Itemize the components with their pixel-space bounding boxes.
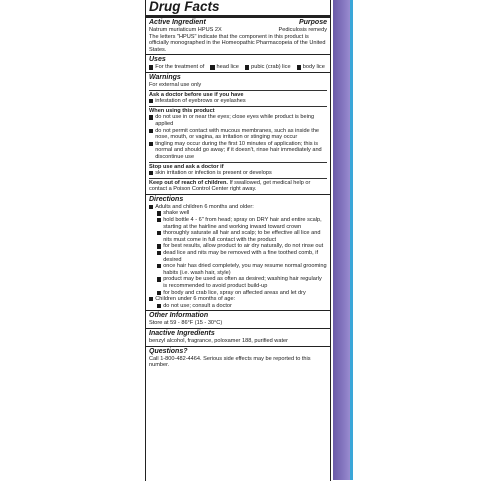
list-item: do not permit contact with mucous membranes, such as inside the nose, mouth, or vagina, as irritation or stinging may occur <box>149 128 327 141</box>
divider <box>149 90 327 91</box>
bullet-icon <box>149 205 153 209</box>
uses-list <box>149 64 327 71</box>
bullet-icon <box>157 291 161 295</box>
list-item: pubic (crab) lice <box>245 64 291 71</box>
bullet-icon <box>157 244 161 248</box>
drug-facts-title: Drug Facts <box>149 0 220 14</box>
list-item: skin irritation or infection is present or develops <box>149 170 327 177</box>
list-item: dead lice and nits may be removed with a fine toothed comb, if desired <box>149 250 327 263</box>
bullet-icon <box>157 211 161 215</box>
divider <box>146 54 330 55</box>
storage-text: Store at 59 - 86°F (15 - 30°C) <box>149 320 223 327</box>
other-information-heading: Other Information <box>149 312 209 320</box>
inactive-ingredients-text: benzyl alcohol, fragrance, poloxamer 188, purified water <box>149 337 288 344</box>
drug-facts-panel <box>145 0 331 481</box>
list-item: hold bottle 4 - 6" from head; spray on DRY hair and entire scalp, starting at the hairline and working inward toward crown <box>149 217 327 230</box>
list-item: body lice <box>297 64 325 71</box>
bullet-icon <box>149 142 153 146</box>
directions-heading: Directions <box>149 195 184 203</box>
bullet-icon <box>149 65 153 69</box>
list-item: shake well <box>149 210 327 217</box>
bullet-icon <box>149 297 153 301</box>
list-item: thoroughly saturate all hair and scalp; to be effective all lice and nits must come in full contact with the product <box>149 230 327 243</box>
active-ingredient-name: Natrum muriaticum HPUS 2X <box>149 27 222 33</box>
list-item: for body and crab lice, spray on affected areas and let dry <box>149 290 327 297</box>
list-item: product may be used as often as desired; washing hair regularly is recommended to avoid product build-up <box>149 276 327 289</box>
questions-heading: Questions? <box>149 347 188 355</box>
list-item: infestation of eyebrows or eyelashes <box>149 98 327 105</box>
divider <box>149 178 327 179</box>
warnings-heading: Warnings <box>149 73 181 81</box>
uses-heading: Uses <box>149 56 166 64</box>
active-ingredient-heading: Active Ingredient <box>149 19 206 26</box>
background-right <box>353 0 480 480</box>
divider <box>149 106 327 107</box>
list-item: do not use; consult a doctor <box>149 303 327 310</box>
divider <box>146 15 330 18</box>
background-left <box>0 0 143 480</box>
list-item: For the treatment of <box>149 64 204 71</box>
bullet-icon <box>149 99 153 103</box>
list-item: head lice <box>210 64 239 71</box>
divider <box>149 162 327 163</box>
bullet-icon <box>149 129 153 133</box>
purpose-heading: Purpose <box>298 19 327 26</box>
list-item: once hair has dried completely, you may resume normal grooming habits (i.e. wash hair, style) <box>149 263 327 276</box>
bullet-icon <box>157 277 161 281</box>
bullet-icon <box>157 218 161 222</box>
purpose-value: Pediculosis remedy <box>278 27 327 33</box>
divider <box>146 346 330 347</box>
list-item: Adults and children 6 months and older: <box>149 204 327 211</box>
list-item: tingling may occur during the first 10 minutes of application; this is normal and should go away; if it doesn't, rinse hair immediately and discontinue use <box>149 141 327 161</box>
ask-doctor-heading: Ask a doctor before use if you have <box>149 91 244 98</box>
keep-out-of-reach: Keep out of reach of children. If swallowed, get medical help or contact a Poison Control Center right away. <box>149 179 311 193</box>
list-item: for best results, allow product to air dry naturally, do not rinse out <box>149 243 327 250</box>
divider <box>146 328 330 329</box>
bullet-icon <box>245 65 249 69</box>
bullet-icon <box>149 171 153 175</box>
bullet-icon <box>149 115 153 119</box>
divider <box>146 310 330 311</box>
questions-text: Call 1-800-482-4464. Serious side effects may be reported to this number. <box>149 355 311 369</box>
bullet-icon <box>157 231 161 235</box>
divider <box>146 194 330 195</box>
divider <box>146 72 330 73</box>
list-item: Children under 6 months of age: <box>149 296 327 303</box>
when-using-heading: When using this product <box>149 107 215 114</box>
bullet-icon <box>157 304 161 308</box>
active-ingredient-header-row <box>149 19 327 27</box>
hpus-note: The letters "HPUS" indicate that the component in this product is officially monographed in the Homeopathic Pharmacopeia of the United States. <box>149 33 326 53</box>
bullet-icon <box>297 65 301 69</box>
stop-use-heading: Stop use and ask a doctor if <box>149 163 224 170</box>
inactive-ingredients-heading: Inactive Ingredients <box>149 329 215 337</box>
list-item: do not use in or near the eyes; close eyes while product is being applied <box>149 114 327 127</box>
active-ingredient-row <box>149 27 327 34</box>
external-use-text: For external use only <box>149 81 202 88</box>
bullet-icon <box>210 65 214 69</box>
bullet-icon <box>157 264 161 268</box>
bullet-icon <box>157 251 161 255</box>
